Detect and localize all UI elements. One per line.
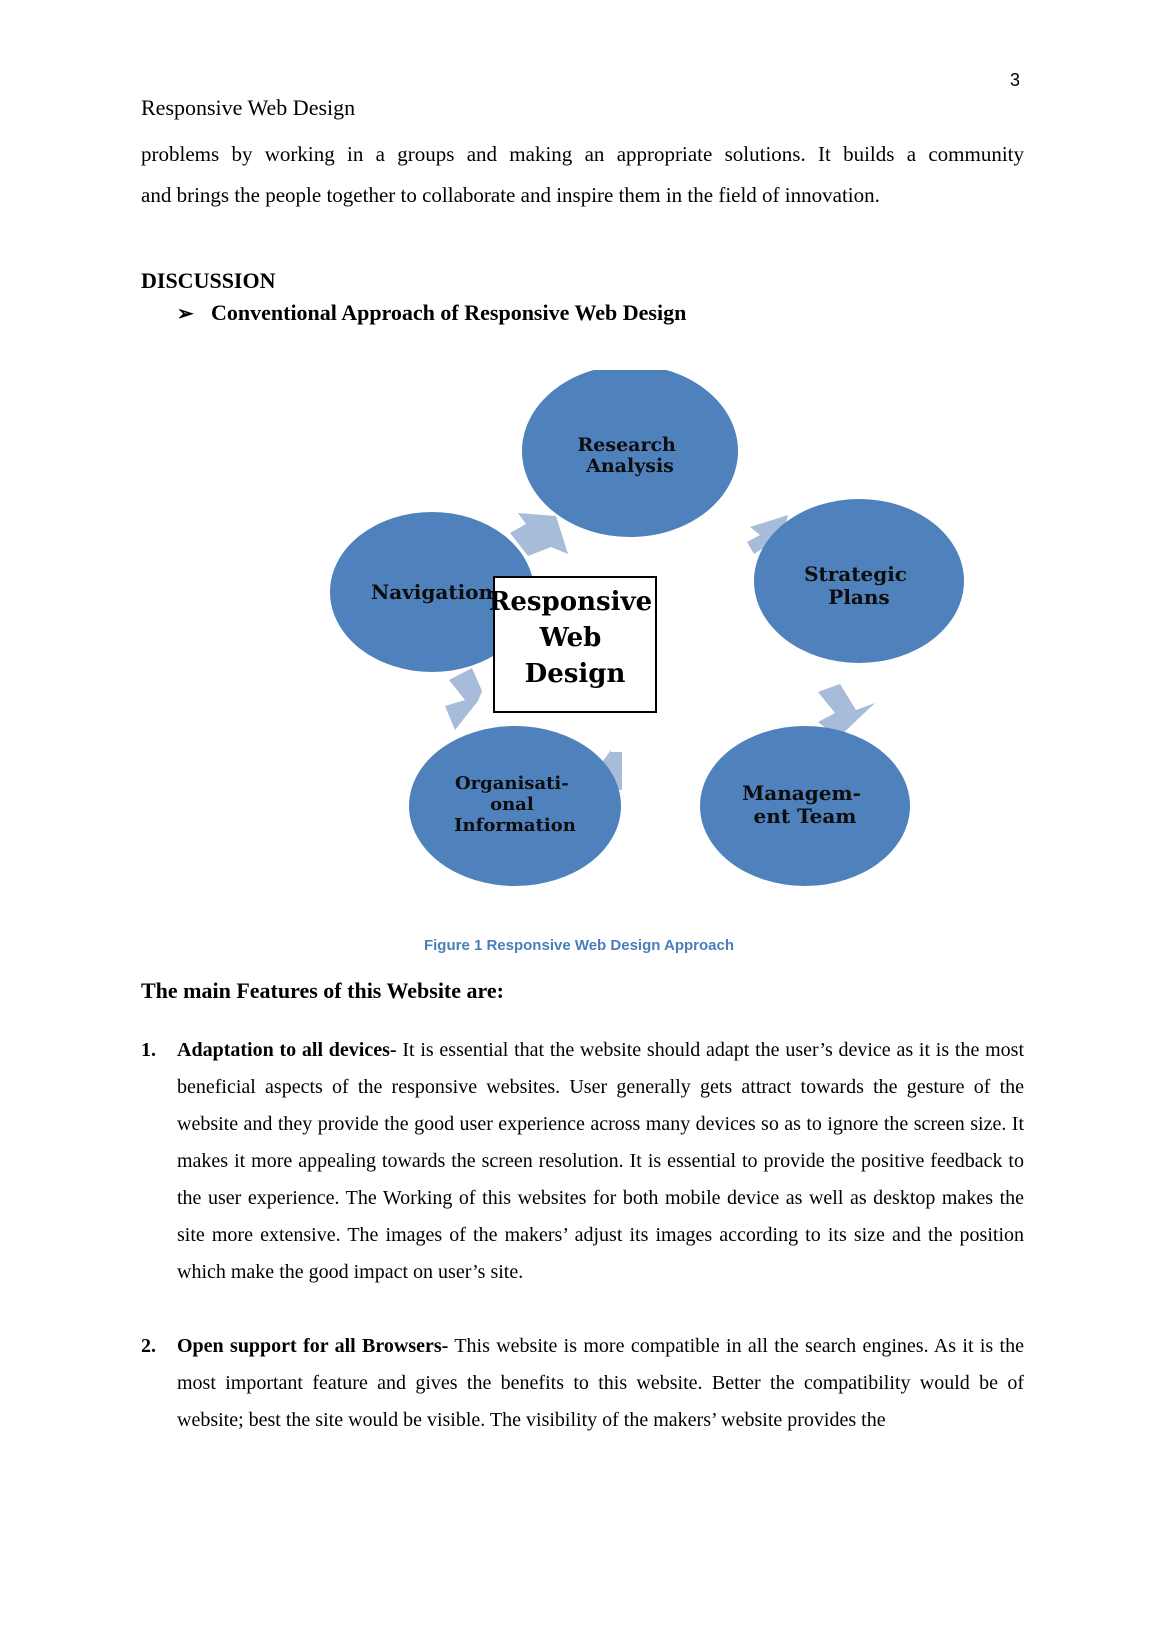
cycle-diagram (330, 370, 1010, 890)
feature-title: Adaptation to all devices- (177, 1039, 397, 1061)
feature-text: It is essential that the website should adapt the user’s device as it is the most beneficial aspects of the responsive websites. User generally gets attract towards the gesture of the website and they provide the good user experience across many devices so as to ignore the screen size. It makes it more appealing towards the screen resolution. It is essential to provide the positive feedback to the user experience. The Working of this websites for both mobile device as well as desktop makes the site more extensive. The images of the makers’ adjust its images according to its size and the position which make the good impact on user’s site. (177, 1039, 1025, 1283)
page-number: 3 (1010, 70, 1021, 90)
discussion-heading: DISCUSSION (141, 268, 276, 293)
subheading (177, 300, 686, 326)
features-heading: The main Features of this Website are: (141, 978, 504, 1003)
feature-item-1 (141, 1032, 1024, 1291)
subheading-text: Conventional Approach of Responsive Web Design (211, 300, 687, 325)
feature-item-2 (141, 1328, 1024, 1439)
intro-line-2: and brings the people together to collaborate and inspire them in the field of innovation. (141, 183, 880, 207)
intro-line-1: problems by working in a groups and making an appropriate solutions. It builds a community (141, 142, 1024, 166)
intro-paragraph (141, 134, 1024, 216)
arrow-navigation-to-research (510, 513, 568, 556)
feature-number: 1. (141, 1039, 156, 1061)
arrow-bullet-icon: ➢ (177, 302, 194, 325)
figure-caption: Figure 1 Responsive Web Design Approach (423, 937, 735, 954)
node-navigation-label: Navigation (370, 580, 494, 604)
center-label: Responsive Web Design (488, 587, 653, 689)
arrow-organisational-to-navigation (445, 668, 482, 730)
node-strategic-label: Strategic Plans (804, 562, 907, 609)
feature-title: Open support for all Browsers- (177, 1335, 449, 1357)
feature-text: This website is more compatible in all the search engines. As it is the most important feature and gives the benefits to this website. Better the compatibility would be of website; best the site would be visible. The visibility of the makers’ website provides the (177, 1335, 1024, 1431)
node-organisational-label: Organisati- onal Information (454, 773, 576, 836)
running-head: Responsive Web Design (141, 95, 356, 120)
node-research-label: Research Analysis (577, 434, 676, 477)
node-management-label: Managem- ent Team (742, 781, 861, 828)
feature-number: 2. (141, 1335, 156, 1357)
